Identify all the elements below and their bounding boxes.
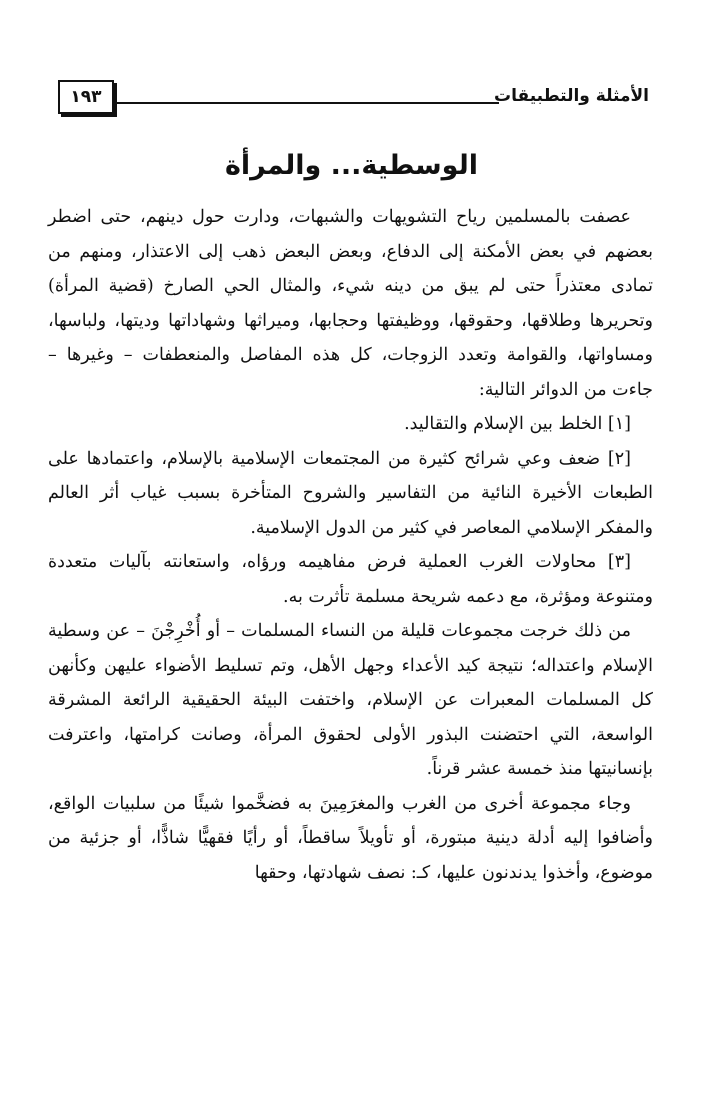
- list-item-3: [٣] محاولات الغرب العملية فرض مفاهيمه ورؤاه، واستعانته بآليات متعددة ومتنوعة ومؤثرة، مع دعمه شريحة مسلمة تأثرت به.: [48, 552, 653, 607]
- section-title: الوسطية... والمرأة: [224, 150, 478, 181]
- list-item-1: [١] الخلط بين الإسلام والتقاليد.: [404, 414, 631, 434]
- running-header: [50, 80, 649, 114]
- list-item-2: [٢] ضعف وعي شرائح كثيرة من المجتمعات الإسلامية بالإسلام، واعتمادها على الطبعات الأخيرة النائية من التفاسير والشروح المتأخرة بسبب غياب أثر العالم والمفكر الإسلامي المعاصر في كثير من الدول الإسلامية.: [48, 448, 653, 538]
- paragraph-consequence: من ذلك خرجت مجموعات قليلة من النساء المسلمات – أو أُخْرِجْنَ – عن وسطية الإسلام واعتداله؛ نتيجة كيد الأعداء وجهل الأهل، وتم تسليط الأضواء عليهن وكأنهن كل المسلمات المعبرات عن الإسلام، واختفت البيئة الحقيقية الرائعة المشرقة الواسعة، التي احتضنت البذور الأولى لحقوق المرأة، وصانت كرامتها، واعترفت بإنسانيتها منذ خمسة عشر قرناً.: [48, 621, 654, 779]
- paragraph-west-group: وجاء مجموعة أخرى من الغرب والمغرَمِينَ به فضخَّموا شيئًا من سلبيات الواقع، وأضافوا إليه أدلة دينية مبتورة، أو تأويلاً ساقطاً، أو رأيًا فقهيًّا شاذًّا، أو جزئية من موضوع، وأخذوا يدندنون عليها، كـ: نصف شهادتها، وحقها: [48, 793, 653, 883]
- chapter-title: الأمثلة والتطبيقات: [494, 86, 649, 106]
- header-rule: [116, 102, 499, 104]
- paragraph-intro: عصفت بالمسلمين رياح التشويهات والشبهات، ودارت حول دينهم، حتى اضطر بعضهم في بعض الأمكنة إلى الدفاع، وبعض البعض ذهب إلى الاعتذار، ومنهم من تمادى معتذراً حتى لم يبق من دينه شيء، والمثال الحي الصارخ (قضية المرأة) وتحريرها وطلاقها، وحقوقها، ووظيفتها وحجابها، وميراثها وشهاداتها وديتها، ولباسها، ومساواتها، والقوامة وتعدد الزوجات، كل هذه المفاصل والمنعطفات – وغيرها – جاءت من الدوائر التالية:: [48, 207, 653, 400]
- page-number: ١٩٣: [58, 80, 114, 114]
- body-text: [48, 200, 653, 890]
